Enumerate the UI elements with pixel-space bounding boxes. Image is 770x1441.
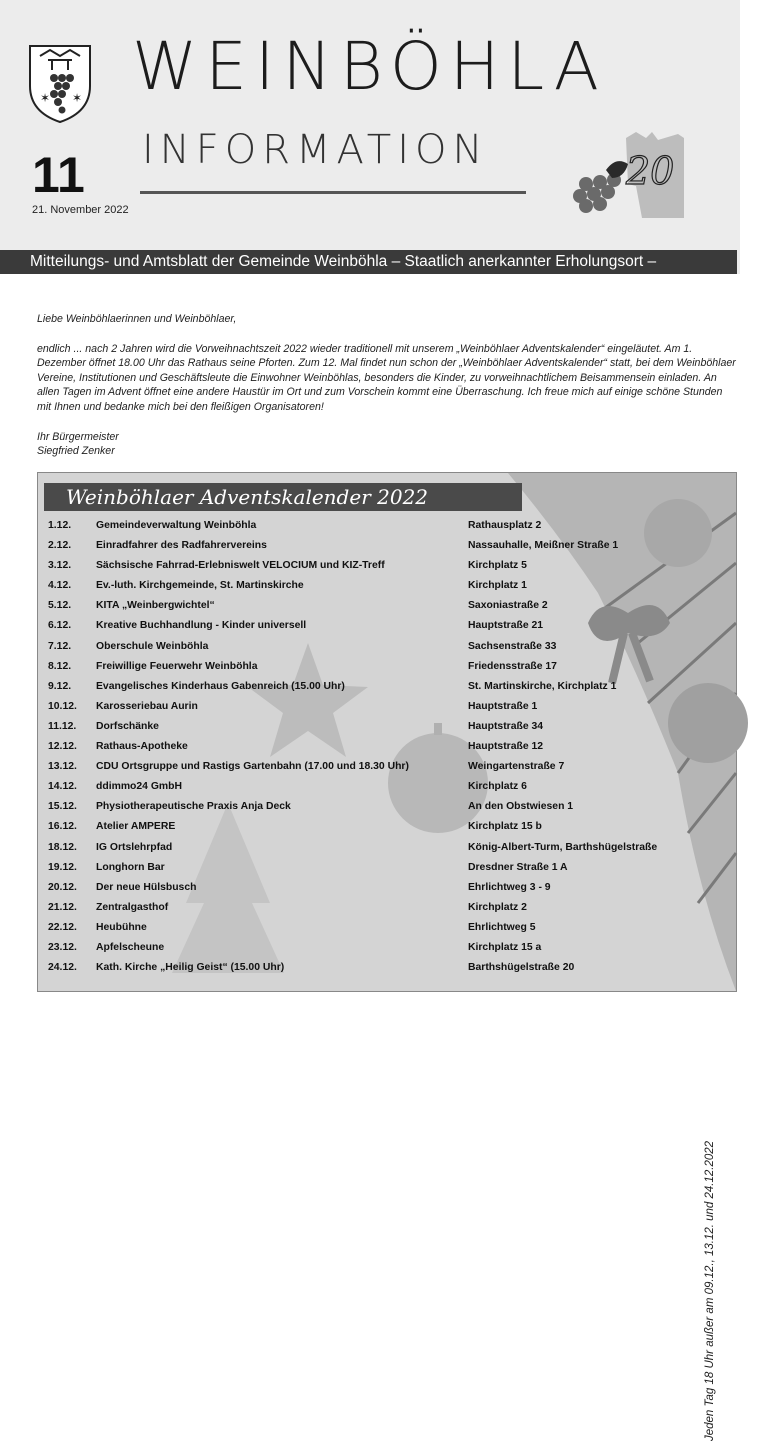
- calendar-host: Apfelscheune: [96, 941, 165, 953]
- calendar-address: Kirchplatz 5: [468, 560, 527, 572]
- calendar-list: [48, 517, 688, 979]
- calendar-row: [48, 899, 688, 919]
- calendar-date: 9.12.: [48, 680, 72, 692]
- calendar-date: 6.12.: [48, 620, 72, 632]
- calendar-date: 8.12.: [48, 660, 72, 672]
- calendar-row: [48, 778, 688, 798]
- subtitle-banner: Mitteilungs- und Amtsblatt der Gemeinde Weinböhla – Staatlich anerkannter Erholungsort –: [0, 250, 737, 274]
- calendar-date: 23.12.: [48, 941, 77, 953]
- title-divider: [140, 191, 526, 194]
- calendar-address: Hauptstraße 21: [468, 620, 544, 632]
- calendar-host: Kath. Kirche „Heilig Geist“ (15.00 Uhr): [96, 962, 285, 974]
- calendar-date: 18.12.: [48, 841, 77, 853]
- calendar-row: [48, 517, 688, 537]
- calendar-address: Kirchplatz 15 a: [468, 941, 542, 953]
- calendar-row: [48, 879, 688, 899]
- calendar-host: Heubühne: [96, 921, 147, 933]
- calendar-address: Hauptstraße 12: [468, 741, 544, 753]
- coat-of-arms-icon: [26, 40, 94, 124]
- calendar-row: [48, 597, 688, 617]
- calendar-address: Rathausplatz 2: [468, 520, 542, 531]
- calendar-host: Gemeindeverwaltung Weinböhla: [96, 520, 257, 531]
- calendar-address: Sachsenstraße 33: [468, 640, 557, 652]
- calendar-date: 16.12.: [48, 821, 77, 833]
- calendar-row: [48, 718, 688, 738]
- calendar-date: 3.12.: [48, 560, 72, 572]
- mayor-letter: [37, 312, 737, 459]
- calendar-host: Longhorn Bar: [96, 861, 165, 873]
- calendar-date: 5.12.: [48, 600, 72, 612]
- calendar-date: 1.12.: [48, 520, 72, 531]
- calendar-date: 24.12.: [48, 962, 77, 974]
- calendar-row: [48, 557, 688, 577]
- letter-greeting: Liebe Weinböhlaerinnen und Weinböhlaer,: [37, 313, 237, 325]
- calendar-host: Evangelisches Kinderhaus Gabenreich (15.00 Uhr): [96, 680, 345, 692]
- grapes-tower-logo-icon: [566, 126, 716, 226]
- calendar-date: 22.12.: [48, 921, 77, 933]
- masthead: [0, 0, 740, 274]
- calendar-host: Der neue Hülsbusch: [96, 881, 197, 893]
- calendar-host: IG Ortslehrpfad: [96, 841, 173, 853]
- calendar-row: [48, 617, 688, 637]
- calendar-address: Hauptstraße 1: [468, 700, 538, 712]
- calendar-address: Kirchplatz 6: [468, 781, 527, 793]
- calendar-address: Friedensstraße 17: [468, 660, 557, 672]
- calendar-host: Oberschule Weinböhla: [96, 640, 209, 652]
- calendar-address: Dresdner Straße 1 A: [468, 861, 568, 873]
- calendar-host: Freiwillige Feuerwehr Weinböhla: [96, 660, 258, 672]
- calendar-address: Kirchplatz 15 b: [468, 821, 542, 833]
- advent-calendar: [37, 472, 737, 1441]
- calendar-row: [48, 638, 688, 658]
- calendar-address: Saxoniastraße 2: [468, 600, 548, 612]
- issue-number: 11: [32, 147, 85, 203]
- calendar-side-note-text: Jeden Tag 18 Uhr außer am 09.12., 13.12. und 24.12.2022: [704, 1140, 716, 1441]
- calendar-date: 15.12.: [48, 801, 77, 813]
- calendar-row: [48, 839, 688, 859]
- calendar-address: Kirchplatz 1: [468, 580, 527, 592]
- calendar-date: 20.12.: [48, 881, 77, 893]
- calendar-row: [48, 738, 688, 758]
- calendar-date: 4.12.: [48, 580, 72, 592]
- calendar-address: St. Martinskirche, Kirchplatz 1: [468, 680, 617, 692]
- calendar-host: ddimmo24 GmbH: [96, 781, 183, 793]
- calendar-host: Atelier AMPERE: [96, 821, 176, 833]
- calendar-date: 2.12.: [48, 540, 72, 552]
- calendar-address: Ehrlichtweg 5: [468, 921, 536, 933]
- calendar-host: Zentralgasthof: [96, 901, 169, 913]
- calendar-date: 13.12.: [48, 761, 77, 773]
- calendar-host: Ev.-luth. Kirchgemeinde, St. Martinskirche: [96, 580, 304, 592]
- calendar-row: [48, 859, 688, 879]
- letter-signature-role: Ihr Bürgermeister: [37, 430, 119, 443]
- calendar-row: [48, 658, 688, 678]
- svg-text:✶: ✶: [40, 91, 51, 105]
- calendar-address: An den Obstwiesen 1: [468, 801, 574, 813]
- calendar-row: [48, 698, 688, 718]
- calendar-address: König-Albert-Turm, Barthshügelstraße: [468, 841, 658, 853]
- calendar-date: 10.12.: [48, 700, 77, 712]
- calendar-row: [48, 678, 688, 698]
- masthead-title: WEINBÖHLA: [132, 28, 607, 105]
- svg-text:✶: ✶: [72, 91, 83, 105]
- calendar-address: Nassauhalle, Meißner Straße 1: [468, 540, 619, 552]
- calendar-address: Kirchplatz 2: [468, 901, 527, 913]
- letter-body: endlich ... nach 2 Jahren wird die Vorweihnachtszeit 2022 wieder traditionell mit unserem „Weinböhlaer Adventskalender“ eingeläutet. Am 1. Dezember öffnet 18.00 Uhr das Rathaus seine Pforten. Zum 12. Mal findet nun schon der „Weinböhlaer Adventskalender“ statt, bei dem Weinböhlaer Vereine, Institutionen und Geschäftsleute die Einwohner Weinböhlas, besonders die Kinder, zu vorweihnachtlichem Beisammensein einladen. An allen Tagen im Advent öffnet eine andere Haustür im Ort und zum Vorschein kommt eine Überraschung. Ich freue mich auf einige schöne Stunden mit Ihnen und bedanke mich bei den fleißigen Organisatoren!: [37, 342, 736, 413]
- calendar-address: Hauptstraße 34: [468, 720, 544, 732]
- calendar-address: Ehrlichtweg 3 - 9: [468, 881, 551, 893]
- calendar-row: [48, 537, 688, 557]
- calendar-host: Sächsische Fahrrad-Erlebniswelt VELOCIUM und KIZ-Treff: [96, 560, 385, 572]
- calendar-row: [48, 818, 688, 838]
- calendar-row: [48, 798, 688, 818]
- calendar-host: Karosseriebau Aurin: [96, 700, 198, 712]
- calendar-host: Physiotherapeutische Praxis Anja Deck: [96, 801, 291, 813]
- calendar-date: 21.12.: [48, 901, 77, 913]
- calendar-host: Rathaus-Apotheke: [96, 741, 188, 753]
- calendar-host: Einradfahrer des Radfahrervereins: [96, 540, 267, 552]
- calendar-row: [48, 939, 688, 959]
- masthead-subtitle: INFORMATION: [142, 127, 489, 173]
- calendar-date: 11.12.: [48, 720, 77, 732]
- calendar-host: CDU Ortsgruppe und Rastigs Gartenbahn (17.00 und 18.30 Uhr): [96, 761, 409, 773]
- calendar-host: Kreative Buchhandlung - Kinder universell: [96, 620, 307, 632]
- calendar-row: [48, 919, 688, 939]
- calendar-title: Weinböhlaer Adventskalender 2022: [44, 483, 522, 511]
- issue-date: 21. November 2022: [32, 204, 129, 216]
- calendar-date: 14.12.: [48, 781, 77, 793]
- calendar-row: [48, 577, 688, 597]
- letter-signature-name: Siegfried Zenker: [37, 445, 115, 458]
- logo-20-text: 20: [626, 149, 675, 193]
- calendar-row: [48, 758, 688, 778]
- calendar-address: Barthshügelstraße 20: [468, 962, 575, 974]
- calendar-date: 19.12.: [48, 861, 77, 873]
- calendar-host: Dorfschänke: [96, 720, 159, 732]
- calendar-address: Weingartenstraße 7: [468, 761, 565, 773]
- calendar-date: 12.12.: [48, 741, 77, 753]
- calendar-host: KITA „Weinbergwichtel“: [96, 600, 215, 612]
- calendar-row: [48, 959, 688, 979]
- calendar-date: 7.12.: [48, 640, 72, 652]
